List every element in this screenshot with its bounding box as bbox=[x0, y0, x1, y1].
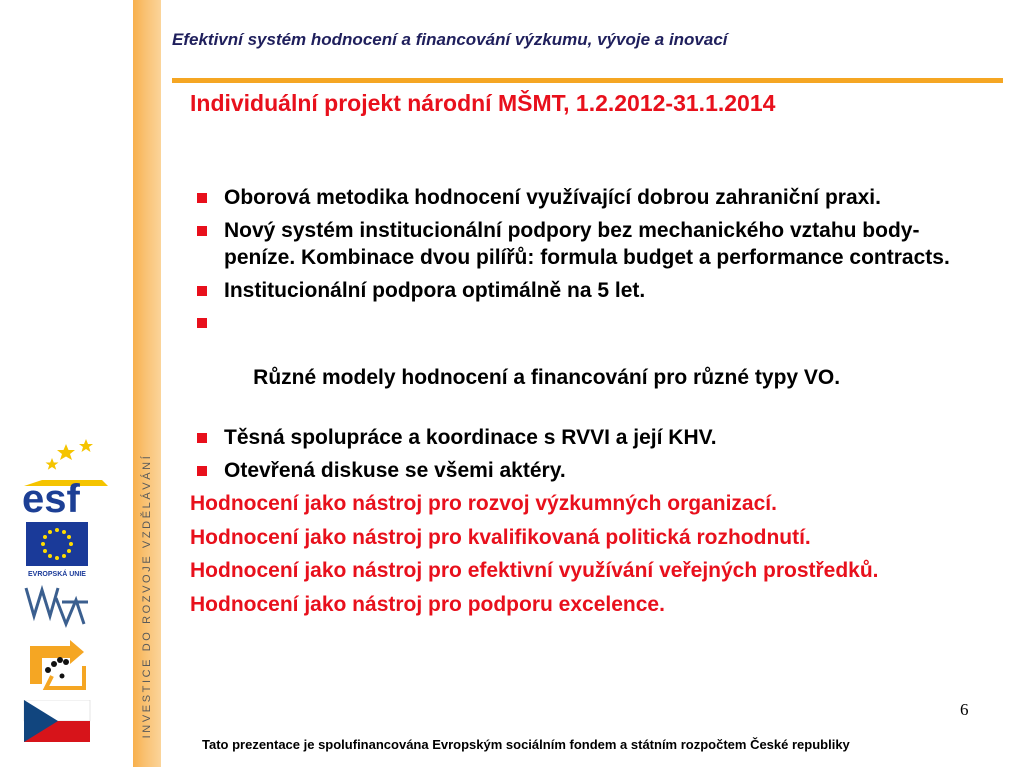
bullet-item bbox=[190, 309, 954, 419]
bullet-item bbox=[190, 457, 954, 485]
msmt-logo-text: MŠMT bbox=[54, 629, 58, 630]
esf-stars-icon bbox=[46, 439, 94, 470]
slide-title: Individuální projekt národní MŠMT, 1.2.2012-31.1.2014 bbox=[190, 90, 776, 116]
eu-flag-logo bbox=[22, 522, 92, 578]
bullet-text: Otevřená diskuse se všemi aktéry. bbox=[224, 458, 566, 482]
esf-logo bbox=[22, 436, 112, 514]
op-return-icon bbox=[46, 666, 84, 688]
bullet-item bbox=[190, 277, 954, 305]
op-arrow-icon bbox=[30, 640, 84, 684]
red-statement: Hodnocení jako nástroj pro efektivní využívání veřejných prostředků. bbox=[190, 559, 879, 582]
bullet-text: Různé modely hodnocení a financování pro různé typy VO. bbox=[247, 366, 841, 389]
bullet-square-icon bbox=[197, 193, 207, 203]
sidebar-vertical-text: INVESTICE DO ROZVOJE VZDĚLÁVÁNÍ bbox=[141, 453, 153, 739]
bullet-text: Nový systém institucionální podpory bez mechanického vztahu body-peníze. Kombinace dvou pilířů: formula budget a performance contracts. bbox=[224, 218, 950, 269]
footer-text: Tato prezentace je spolufinancována Evropským sociálním fondem a státním rozpočtem České republiky bbox=[202, 737, 850, 752]
op-dots-icon bbox=[45, 657, 69, 679]
bullet-item bbox=[190, 184, 954, 212]
bullet-text: Těsná spolupráce a koordinace s RVVI a její KHV. bbox=[224, 426, 717, 449]
bullet-item bbox=[190, 424, 954, 452]
bullet-square-icon bbox=[197, 433, 207, 443]
page-number: 6 bbox=[960, 700, 969, 719]
bullet-text: Oborová metodika hodnocení využívající dobrou zahraniční praxi. bbox=[224, 186, 881, 209]
eu-label: EVROPSKÁ UNIE bbox=[28, 571, 86, 578]
red-statement: Hodnocení jako nástroj pro kvalifikovaná politická rozhodnutí. bbox=[190, 525, 811, 549]
msmt-m-icon bbox=[26, 588, 58, 616]
bullet-text: Institucionální podpora optimálně na 5 let. bbox=[224, 278, 646, 302]
esf-logo-text: esf bbox=[22, 477, 80, 514]
bullet-square-icon bbox=[197, 466, 207, 476]
msmt-logo bbox=[22, 580, 92, 630]
bullet-square-icon bbox=[197, 226, 207, 236]
bullet-square-icon bbox=[197, 286, 207, 296]
red-statement: Hodnocení jako nástroj pro rozvoj výzkumných organizací. bbox=[190, 492, 777, 515]
bullet-item bbox=[190, 217, 954, 272]
header-divider bbox=[172, 78, 1003, 83]
op-logo bbox=[22, 636, 92, 694]
presentation-title: Efektivní systém hodnocení a financování výzkumu, vývoje a inovací bbox=[172, 30, 728, 49]
czech-flag-logo bbox=[22, 700, 92, 744]
slide-content bbox=[190, 184, 990, 618]
red-statement: Hodnocení jako nástroj pro podporu excelence. bbox=[190, 592, 665, 616]
bullet-square-icon bbox=[197, 318, 207, 328]
